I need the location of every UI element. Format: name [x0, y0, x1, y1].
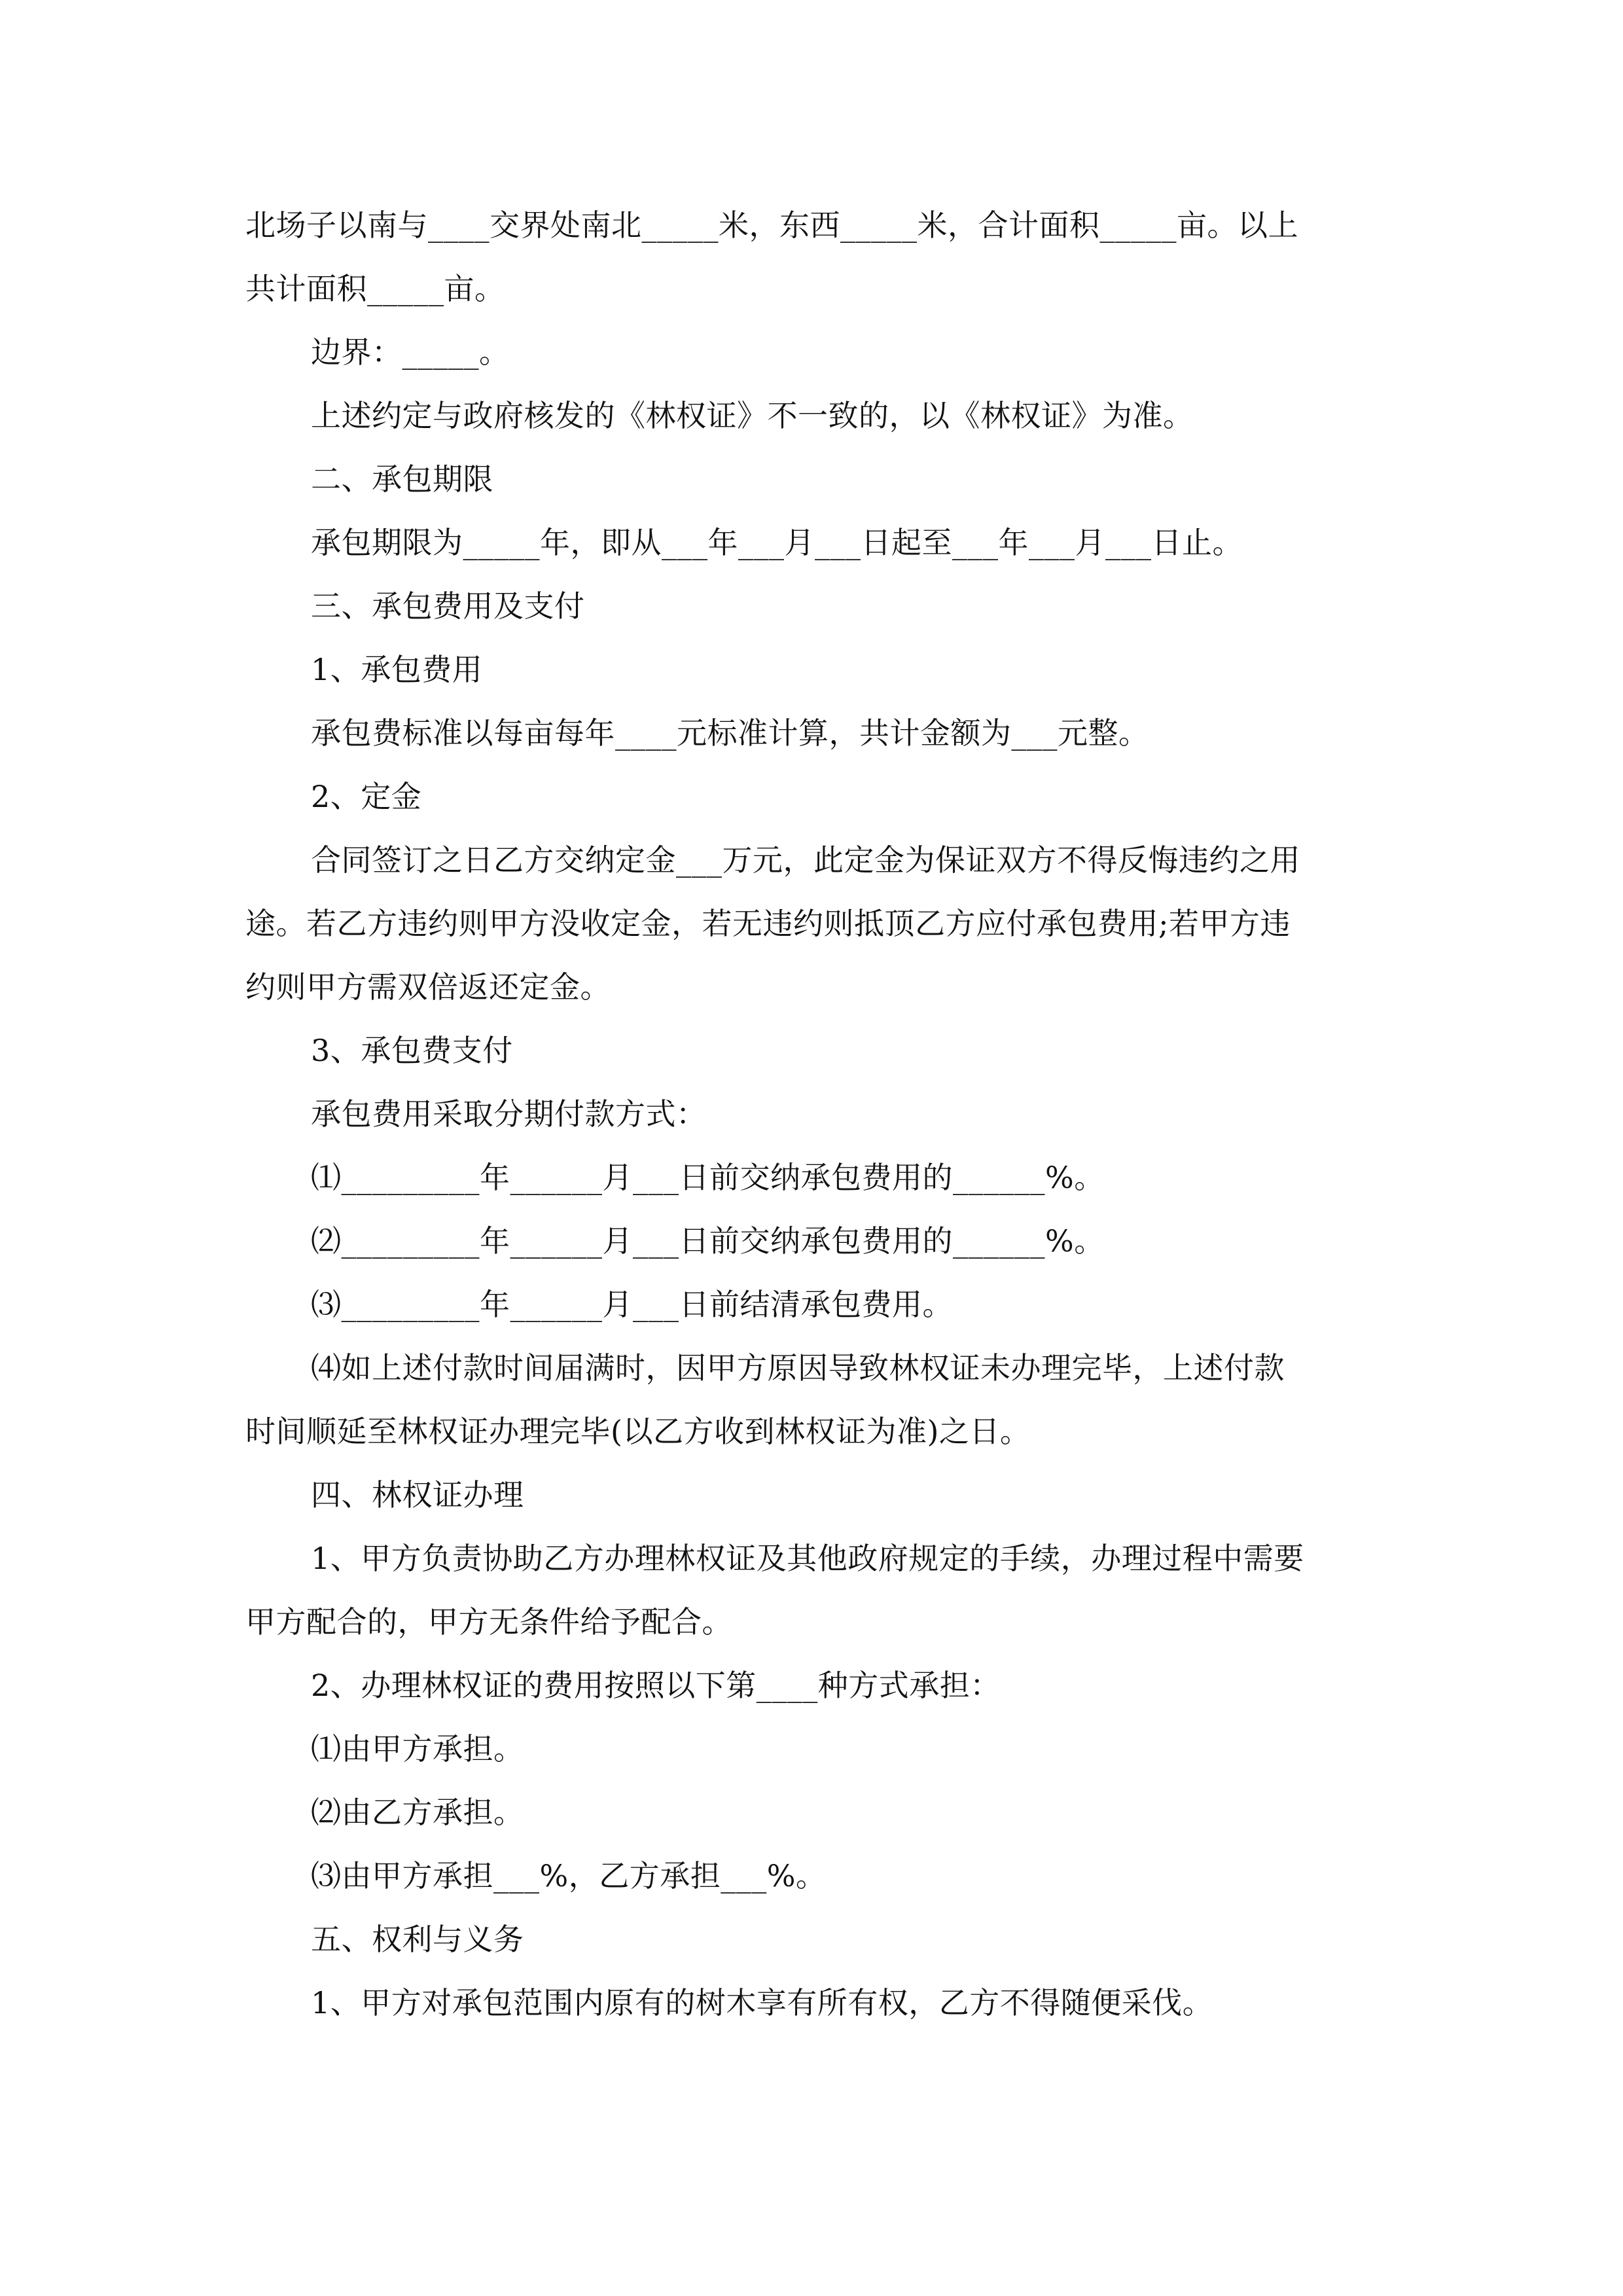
text-line: 2、办理林权证的费用按照以下第____种方式承担： [311, 1668, 1001, 1703]
list-item: ⑴由甲方承担。 [311, 1731, 524, 1767]
text-line: 1、甲方负责协助乙方办理林权证及其他政府规定的手续，办理过程中需要 [311, 1541, 1304, 1576]
text-line: 甲方配合的，甲方无条件给予配合。 [245, 1604, 732, 1640]
section-heading: 四、林权证办理 [311, 1477, 524, 1513]
subsection-heading: 1、承包费用 [311, 652, 483, 687]
list-item: ⑶由甲方承担___%，乙方承担___%。 [311, 1858, 827, 1893]
text-line: 约则甲方需双倍返还定金。 [245, 969, 611, 1005]
subsection-heading: 2、定金 [311, 779, 422, 814]
list-item: ⑷如上述付款时间届满时，因甲方原因导致林权证未办理完毕，上述付款 [311, 1350, 1285, 1386]
section-heading: 二、承包期限 [311, 461, 493, 497]
text-line: 承包费标准以每亩每年____元标准计算，共计金额为___元整。 [311, 715, 1149, 751]
text-line: 合同签订之日乙方交纳定金___万元，此定金为保证双方不得反悔违约之用 [311, 842, 1300, 878]
list-item: ⑴_________年______月___日前交纳承包费用的______%。 [311, 1160, 1105, 1195]
text-line: 承包期限为_____年，即从___年___月___日起至___年___月___日止。 [311, 525, 1243, 560]
text-line: 边界：_____。 [311, 334, 510, 370]
text-line: 上述约定与政府核发的《林权证》不一致的，以《林权证》为准。 [311, 398, 1194, 433]
list-item: ⑵由乙方承担。 [311, 1795, 524, 1830]
section-heading: 五、权利与义务 [311, 1922, 524, 1957]
text-line: 北场子以南与____交界处南北_____米，东西_____米，合计面积_____亩。以上 [245, 207, 1298, 243]
text-line: 共计面积_____亩。 [245, 271, 505, 306]
document-body [245, 194, 1378, 2035]
text-line: 承包费用采取分期付款方式： [311, 1096, 707, 1132]
subsection-heading: 3、承包费支付 [311, 1033, 513, 1068]
list-item: ⑶_________年______月___日前结清承包费用。 [311, 1287, 953, 1322]
text-line: 1、甲方对承包范围内原有的树木享有所有权，乙方不得随便采伐。 [311, 1985, 1213, 2020]
list-item: ⑵_________年______月___日前交纳承包费用的______%。 [311, 1223, 1105, 1259]
text-line: 途。若乙方违约则甲方没收定金，若无违约则抵顶乙方应付承包费用;若甲方违 [245, 906, 1291, 941]
text-line: 时间顺延至林权证办理完毕(以乙方收到林权证为准)之日。 [245, 1414, 1031, 1449]
section-heading: 三、承包费用及支付 [311, 588, 585, 624]
